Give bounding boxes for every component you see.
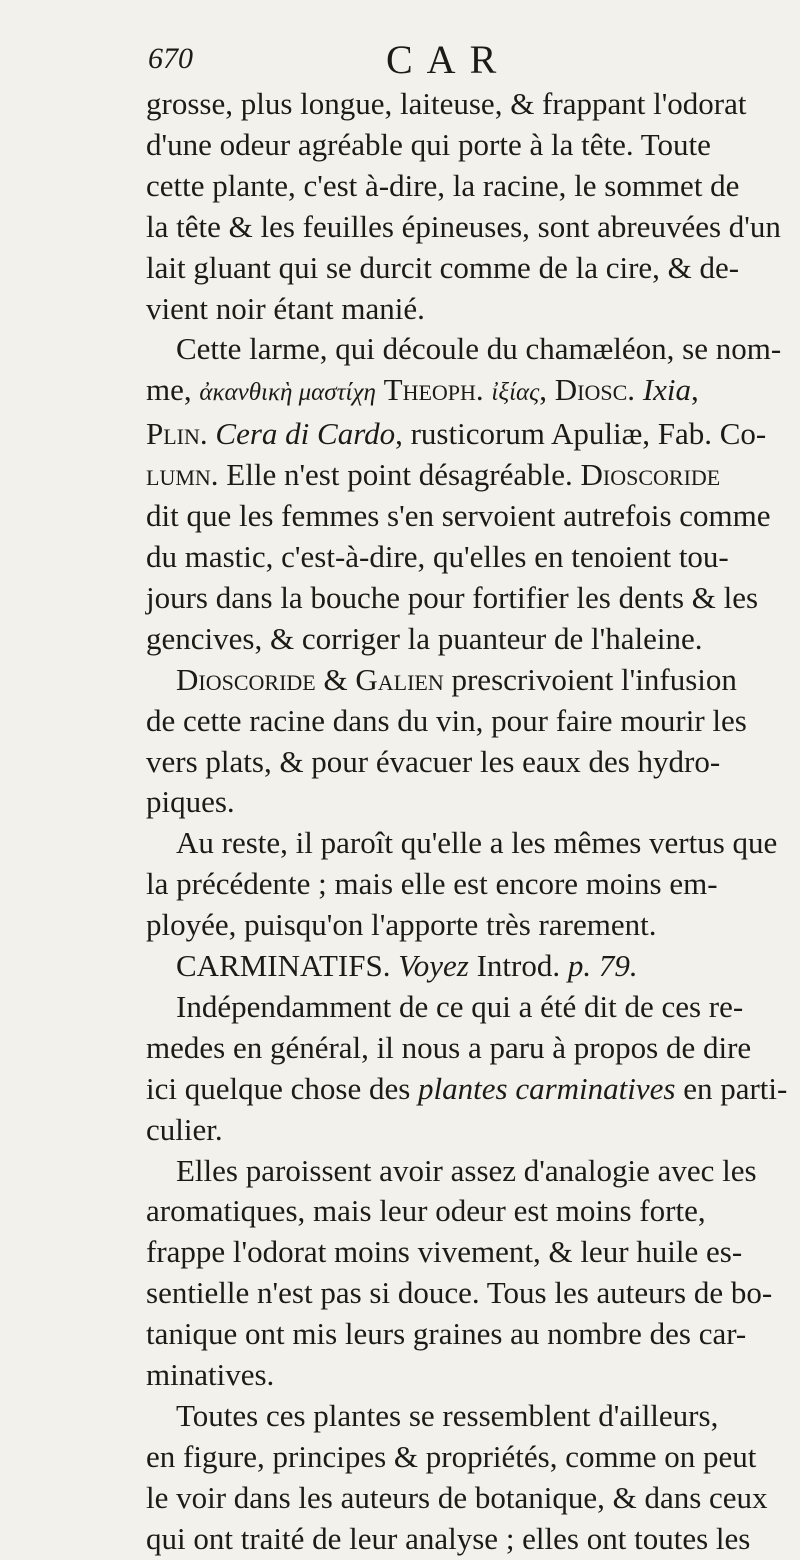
text-line: tanique ont mis leurs graines au nombre des car-	[146, 1316, 747, 1352]
text-line: du mastic, c'est-à-dire, qu'elles en tenoient tou-	[146, 538, 729, 574]
text-line: sentielle n'est pas si douce. Tous les auteurs de bo-	[146, 1275, 773, 1311]
text-line: vient noir étant manié.	[146, 290, 425, 326]
text-line: lait gluant qui se durcit comme de la cire, & de-	[146, 249, 740, 285]
text-line: en figure, principes & propriétés, comme on peut	[146, 1438, 757, 1474]
author-citation: , Diosc.	[539, 372, 643, 408]
text-line	[146, 455, 796, 496]
text-line: Cette larme, qui découle du chamæléon, se nom-	[176, 331, 782, 367]
text-line: Elles paroissent avoir assez d'analogie avec les	[176, 1152, 757, 1188]
latin-term: Cera di Cardo	[215, 416, 396, 452]
text-run: ,	[691, 372, 699, 408]
author-citation: Galien	[355, 661, 444, 697]
greek-term: ἀκανθικὴ μαστίχη	[199, 379, 376, 407]
page-number: 670	[148, 42, 193, 75]
author-citation: Dioscoride	[580, 457, 721, 493]
text-run: , rusticorum Apuliæ, Fab. Co-	[395, 416, 767, 452]
page-reference: p. 79.	[567, 948, 638, 984]
text-line	[146, 946, 796, 987]
text-run: me,	[146, 372, 200, 408]
text-line: grosse, plus longue, laiteuse, & frappant l'odorat	[146, 86, 747, 121]
author-citation: Dioscoride	[176, 661, 316, 697]
entry-heading: CARMINATIFS.	[176, 948, 399, 984]
text-line: Toutes ces plantes se ressemblent d'ailleurs,	[176, 1398, 719, 1433]
text-line: gencives, & corriger la puanteur de l'haleine.	[146, 620, 703, 656]
text-line: Indépendamment de ce qui a été dit de ces re-	[176, 988, 744, 1024]
emphasis: plantes carminatives	[418, 1070, 676, 1106]
text-line: dit que les femmes s'en servoient autrefois comme	[146, 498, 771, 534]
text-line: la tête & les feuilles épineuses, sont abreuvées d'un	[146, 208, 781, 244]
text-line	[146, 660, 796, 701]
text-line: cette plante, c'est à-dire, la racine, le sommet de	[146, 167, 740, 203]
text-run: Elle n'est point désagréable.	[218, 457, 581, 493]
text-run: en parti-	[675, 1070, 788, 1106]
text-line: culier.	[146, 1111, 223, 1147]
author-citation: Plin.	[146, 416, 216, 452]
text-run: Introd.	[468, 948, 568, 984]
body-text	[146, 84, 796, 1560]
running-title: CAR	[386, 37, 511, 82]
author-citation: lumn.	[146, 457, 219, 493]
text-line: frappe l'odorat moins vivement, & leur huile es-	[146, 1234, 743, 1270]
text-line	[146, 414, 796, 455]
text-line: minatives.	[146, 1357, 275, 1393]
text-line: piques.	[146, 784, 235, 820]
text-line: la précédente ; mais elle est encore moins em-	[146, 866, 718, 902]
text-line: aromatiques, mais leur odeur est moins forte,	[146, 1193, 706, 1229]
page-header	[148, 34, 648, 84]
text-run: ici quelque chose des	[146, 1070, 419, 1106]
text-line: vers plats, & pour évacuer les eaux des hydro-	[146, 743, 721, 779]
text-line	[146, 370, 796, 414]
text-line: qui ont traité de leur analyse ; elles ont toutes les	[146, 1520, 751, 1556]
text-line: de cette racine dans du vin, pour faire mourir les	[146, 702, 747, 738]
text-line: le voir dans les auteurs de botanique, & dans ceux	[146, 1479, 768, 1515]
text-line: medes en général, il nous a paru à propos de dire	[146, 1029, 752, 1065]
text-run: prescrivoient l'infusion	[443, 661, 737, 697]
text-line: Au reste, il paroît qu'elle a les mêmes vertus que	[176, 825, 778, 861]
latin-term: Ixia	[642, 372, 692, 408]
text-run: &	[315, 661, 356, 697]
text-line	[146, 1069, 796, 1110]
text-line: d'une odeur agréable qui porte à la tête. Toute	[146, 126, 711, 162]
cross-reference: Voyez	[398, 948, 469, 984]
text-line: ployée, puisqu'on l'apporte très rarement.	[146, 907, 657, 943]
greek-term: ἰξίας	[491, 379, 540, 407]
text-line: jours dans la bouche pour fortifier les dents & les	[146, 579, 759, 615]
author-citation: Theoph.	[375, 372, 492, 408]
